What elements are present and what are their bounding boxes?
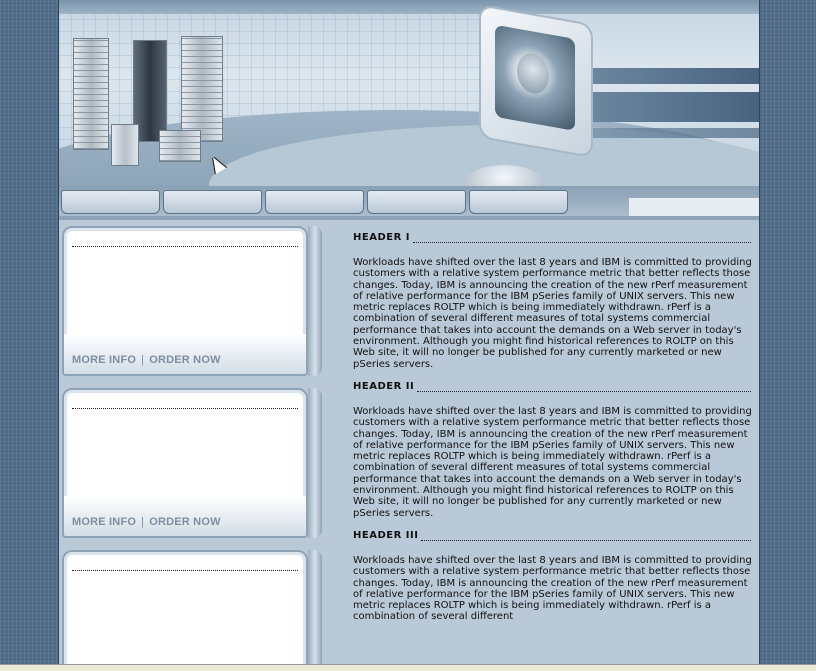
article-title: HEADER III xyxy=(353,529,419,541)
header-stripe xyxy=(574,128,759,138)
promo-panel-3 xyxy=(62,550,308,670)
server-small-icon xyxy=(159,130,201,162)
nav-tab-3[interactable] xyxy=(265,190,364,214)
header-stripe xyxy=(574,92,759,122)
article-body: Workloads have shifted over the last 8 years and IBM is committed to providing customers with a relative system performance metric that better reflects those changes. Today, IBM is announcing the creation of the new rPerf measurement of relative performance for the IBM pSeries family of UNIX servers. This new metric replaces ROLTP which is being immediately withdrawn. rPerf is a combination of several different measures of total systems commercial performance that takes into account the demands on a Web server in today's environment. Although you might find historical references to ROLTP on this Web site, it will no longer be published for any currently marketed or new pSeries servers. xyxy=(353,405,752,519)
header-banner xyxy=(59,0,759,188)
header-stripe xyxy=(574,68,759,84)
panel-divider xyxy=(72,246,298,247)
page-container xyxy=(58,0,760,670)
nav-underline xyxy=(59,216,759,220)
right-background-pattern xyxy=(758,0,816,670)
article-body: Workloads have shifted over the last 8 years and IBM is committed to providing customers with a relative system performance metric that better reflects those changes. Today, IBM is announcing the creation of the new rPerf measurement of relative performance for the IBM pSeries family of UNIX servers. This new metric replaces ROLTP which is being immediately withdrawn. rPerf is a combination of several different xyxy=(353,554,752,623)
left-background-pattern xyxy=(0,0,58,670)
more-info-link[interactable]: MORE INFO xyxy=(72,354,137,366)
panel-divider xyxy=(72,408,298,409)
more-info-link[interactable]: MORE INFO xyxy=(72,516,137,528)
nav-tab-4[interactable] xyxy=(367,190,466,214)
link-separator: | xyxy=(141,516,145,528)
nav-filler xyxy=(629,198,759,216)
article-title: HEADER II xyxy=(353,380,415,392)
nav-tab-2[interactable] xyxy=(163,190,262,214)
article-body: Workloads have shifted over the last 8 years and IBM is committed to providing customers with a relative system performance metric that better reflects those changes. Today, IBM is announcing the creation of the new rPerf measurement of relative performance for the IBM pSeries family of UNIX servers. This new metric replaces ROLTP which is being immediately withdrawn. rPerf is a combination of several different measures of total systems commercial performance that takes into account the demands on a Web server in today's environment. Although you might find historical references to ROLTP on this Web site, it will no longer be published for any currently marketed or new pSeries servers. xyxy=(353,257,752,370)
panel-edge xyxy=(308,388,322,538)
header-top-bar xyxy=(59,0,759,14)
nav-tab-1[interactable] xyxy=(61,190,160,214)
server-tower-icon xyxy=(181,36,223,142)
link-separator: | xyxy=(141,354,145,366)
panel-links xyxy=(72,516,221,528)
dotted-rule xyxy=(421,531,751,541)
dotted-rule xyxy=(417,382,751,392)
order-now-link[interactable]: ORDER NOW xyxy=(149,354,221,366)
server-small-icon xyxy=(111,124,139,166)
server-tower-icon xyxy=(73,38,109,150)
navigation-bar xyxy=(59,186,759,218)
panel-edge xyxy=(308,550,322,670)
nav-tab-5[interactable] xyxy=(469,190,568,214)
article-header xyxy=(353,530,755,541)
panel-edge xyxy=(308,226,322,376)
article-3 xyxy=(353,530,755,623)
monitor-illustration xyxy=(479,4,593,158)
article-title: HEADER I xyxy=(353,232,410,243)
article-header xyxy=(353,381,755,392)
article-1 xyxy=(353,232,755,370)
promo-panel-2 xyxy=(62,388,308,538)
person-face-icon xyxy=(517,51,549,97)
monitor-screen xyxy=(495,25,575,131)
article-header xyxy=(353,232,755,243)
order-now-link[interactable]: ORDER NOW xyxy=(149,516,221,528)
main-content xyxy=(353,228,755,634)
panel-links xyxy=(72,354,221,366)
dotted-rule xyxy=(413,233,751,243)
promo-panel-1 xyxy=(62,226,308,376)
panel-divider xyxy=(72,570,298,571)
article-2 xyxy=(353,381,755,519)
